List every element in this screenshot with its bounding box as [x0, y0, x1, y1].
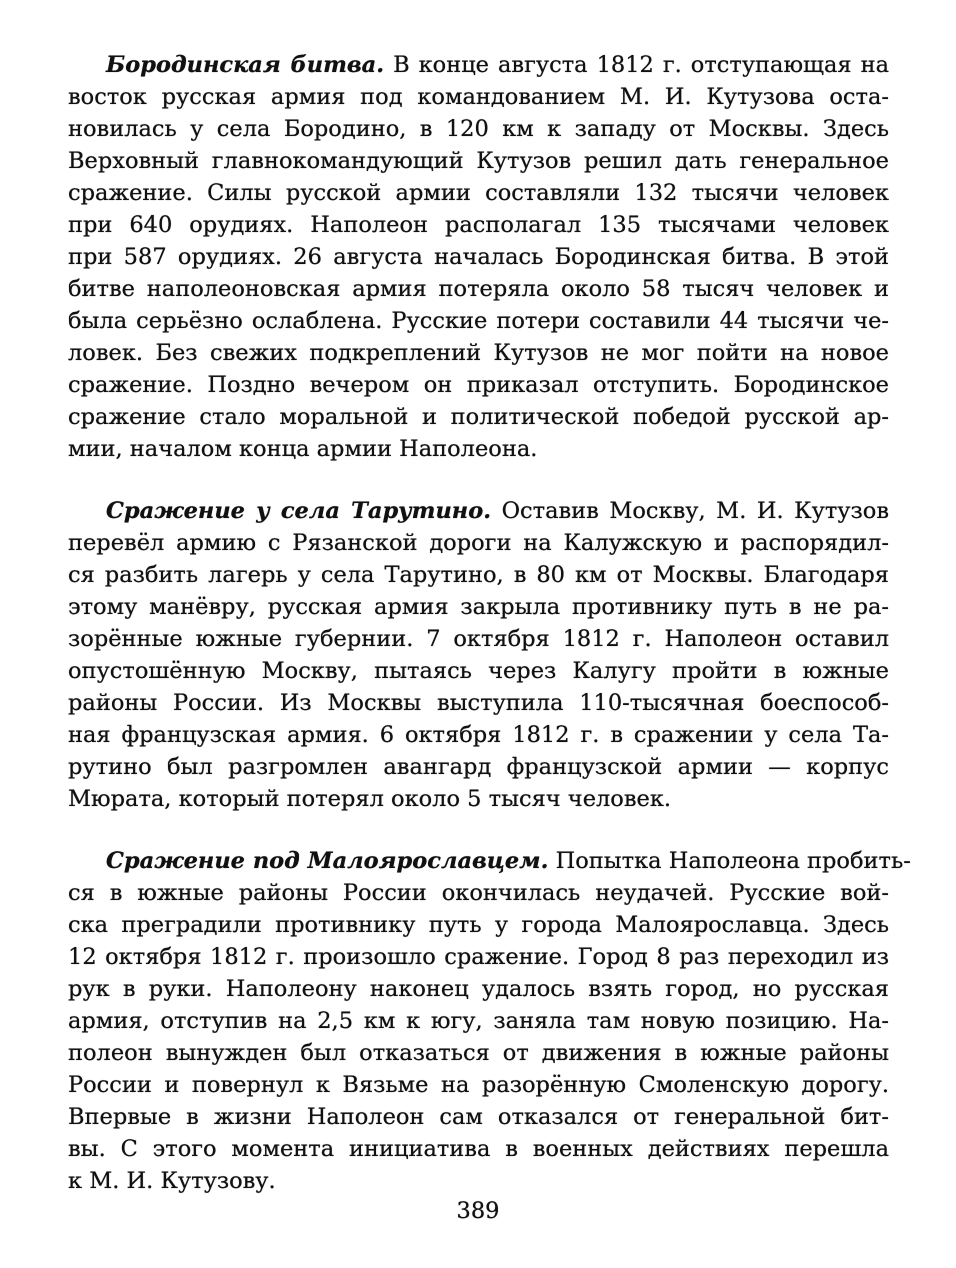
- paragraph: [68, 495, 889, 815]
- text-line: этому манёвру, русская армия закрыла противнику путь в не ра-: [68, 594, 889, 620]
- line-text: Оставив Москву, М. И. Кутузов: [491, 498, 889, 524]
- text-line: Впервые в жизни Наполеон сам отказался от генеральной бит-: [68, 1104, 889, 1130]
- text-line: полеон вынужден был отказаться от движения в южные районы: [68, 1040, 889, 1066]
- page-number: 389: [456, 1198, 500, 1224]
- text-line: к М. И. Кутузову.: [68, 1168, 276, 1194]
- text-line: сражение. Поздно вечером он приказал отступить. Бородинское: [68, 372, 889, 398]
- text-line: 12 октября 1812 г. произошло сражение. Город 8 раз переходил из: [68, 944, 889, 970]
- text-line: вы. С этого момента инициатива в военных действиях перешла: [68, 1136, 889, 1162]
- paragraph-heading: Сражение под Малоярославцем.: [106, 848, 549, 874]
- text-line: [68, 495, 889, 527]
- text-line: рутино был разгромлен авангард французской армии — корпус: [68, 754, 889, 780]
- text-line: районы России. Из Москвы выступила 110-тысячная боеспособ-: [68, 690, 889, 716]
- line-text: В конце августа 1812 г. отступающая на: [384, 52, 889, 78]
- text-line: рук в руки. Наполеону наконец удалось взять город, но русская: [68, 976, 889, 1002]
- text-line: Мюрата, который потерял около 5 тысяч человек.: [68, 786, 672, 812]
- text-line: России и повернул к Вязьме на разорённую Смоленскую дорогу.: [68, 1072, 889, 1098]
- text-line: перевёл армию с Рязанской дороги на Калужскую и распорядил-: [68, 530, 889, 556]
- text-line: новилась у села Бородино, в 120 км к западу от Москвы. Здесь: [68, 116, 889, 142]
- page-body: [68, 49, 911, 1197]
- text-line: армия, отступив на 2,5 км к югу, заняла там новую позицию. На-: [68, 1008, 889, 1034]
- text-line: была серьёзно ослаблена. Русские потери составили 44 тысячи че-: [68, 308, 889, 334]
- text-line: ска преградили противнику путь у города Малоярославца. Здесь: [68, 912, 889, 938]
- paragraph-heading: Бородинская битва.: [106, 52, 385, 78]
- text-line: восток русская армия под командованием М. И. Кутузова оста-: [68, 84, 889, 110]
- paragraph: [68, 845, 911, 1197]
- text-line: битве наполеоновская армия потеряла около 58 тысяч человек и: [68, 276, 889, 302]
- text-line: опустошённую Москву, пытаясь через Калугу пройти в южные: [68, 658, 889, 684]
- text-line: сражение стало моральной и политической победой русской ар-: [68, 404, 889, 430]
- text-line: при 640 орудиях. Наполеон располагал 135 тысячами человек: [68, 212, 889, 238]
- line-text: Попытка Наполеона пробить-: [548, 848, 911, 874]
- text-line: ловек. Без свежих подкреплений Кутузов не мог пойти на новое: [68, 340, 889, 366]
- text-line: Верховный главнокомандующий Кутузов решил дать генеральное: [68, 148, 889, 174]
- text-line: [68, 49, 889, 81]
- paragraph-heading: Сражение у села Тарутино.: [106, 498, 492, 524]
- paragraph: [68, 49, 889, 465]
- text-line: зорённые южные губернии. 7 октября 1812 г. Наполеон оставил: [68, 626, 889, 652]
- text-line: ся в южные районы России окончилась неудачей. Русские вой-: [68, 880, 889, 906]
- text-line: ная французская армия. 6 октября 1812 г. в сражении у села Та-: [68, 722, 889, 748]
- text-line: при 587 орудиях. 26 августа началась Бородинская битва. В этой: [68, 244, 889, 270]
- text-line: ся разбить лагерь у села Тарутино, в 80 км от Москвы. Благодаря: [68, 562, 889, 588]
- text-line: [68, 845, 911, 877]
- text-line: сражение. Силы русской армии составляли 132 тысячи человек: [68, 180, 889, 206]
- text-line: мии, началом конца армии Наполеона.: [68, 436, 538, 462]
